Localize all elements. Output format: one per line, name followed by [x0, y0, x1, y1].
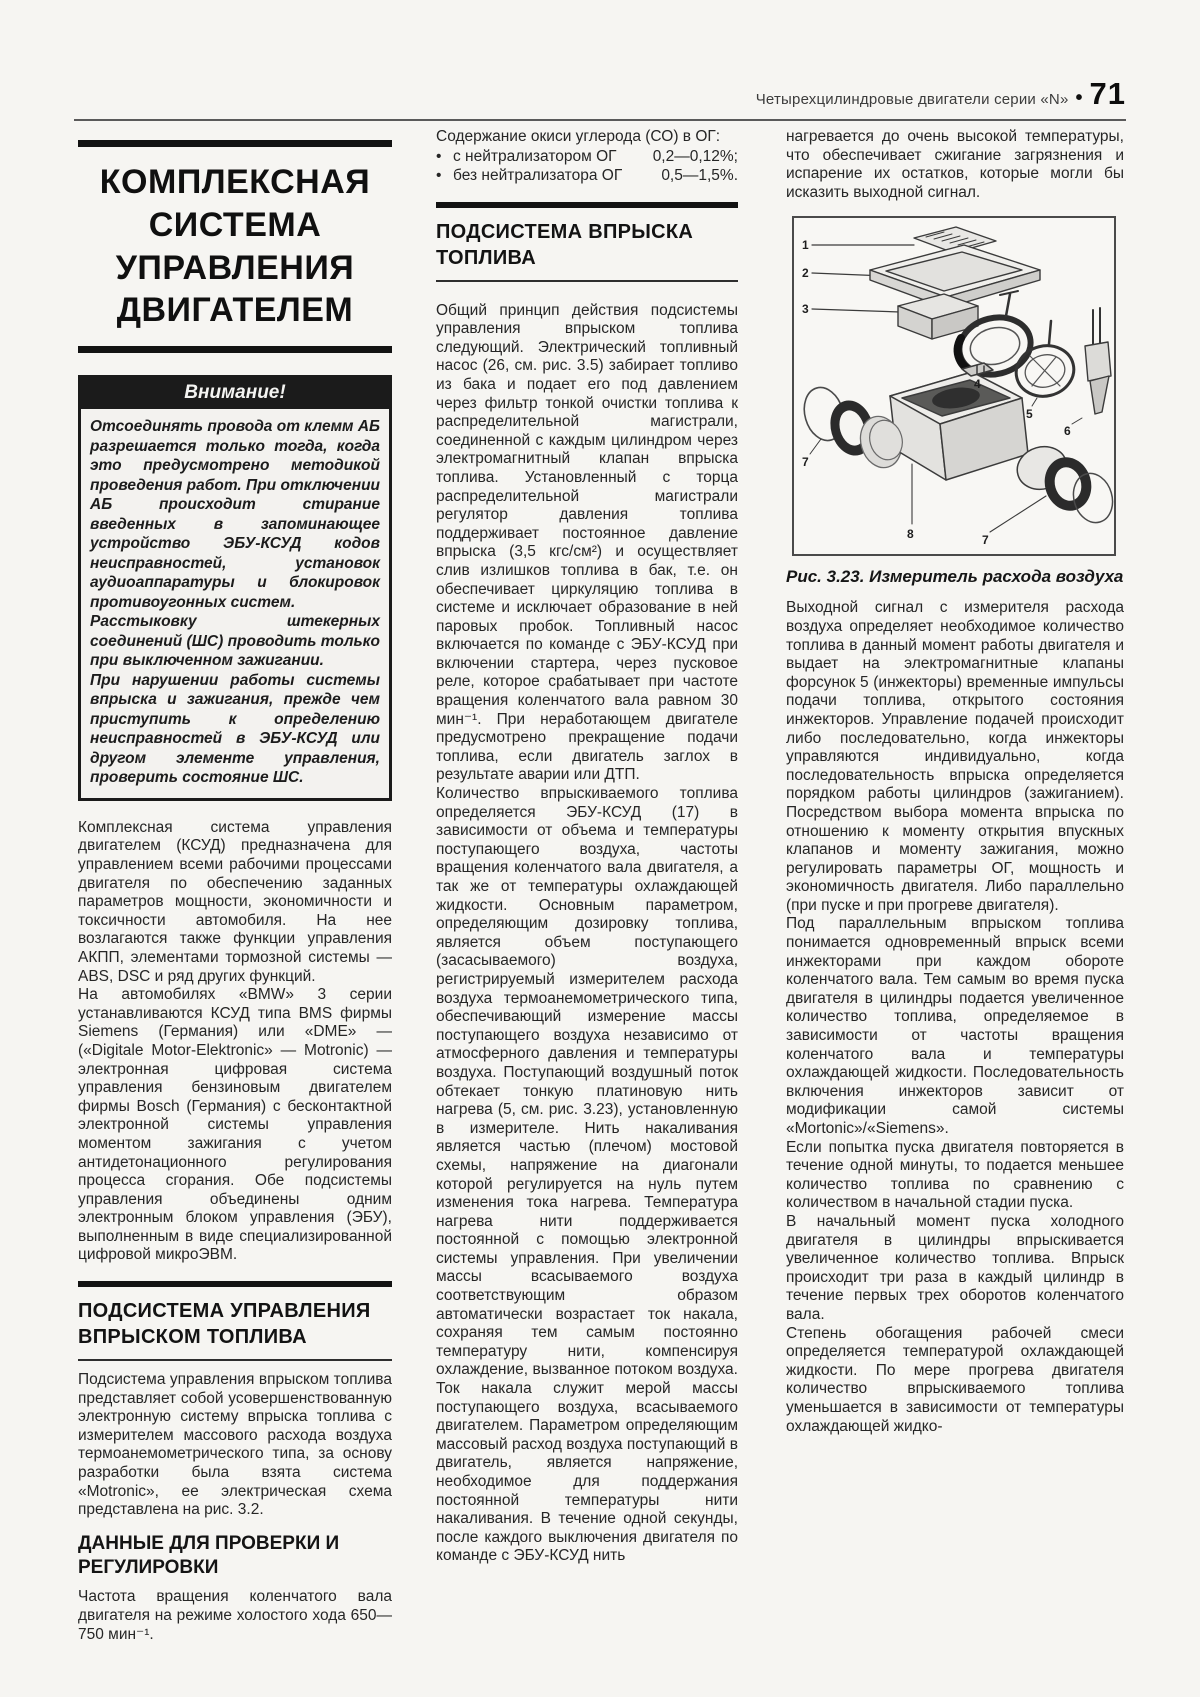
callout-2: 2 [802, 266, 809, 281]
middle-column [436, 128, 738, 1566]
warning-title: Внимание! [81, 378, 389, 409]
body-paragraph: На автомобилях «BMW» 3 серии устанавливаются КСУД типа BMS фирмы Siemens (Германия) или «DME» — («Digitale Motor-Elektronic» — Motronic) — электронная цифровая система управления бензиновым двигателем фирмы Bosch (Германия) с бесконтактной электронной системы управления моментом зажигания с учетом антидетонационного регулирования процесса сгорания. Обе подсистемы управления объединены одним электронным блоком управления (ЭБУ), выполненным в виде специализированной цифровой микроЭВМ. [78, 986, 392, 1264]
spacer [436, 292, 738, 302]
page-number: 71 [1089, 76, 1126, 111]
subsection-heading: ДАННЫЕ ДЛЯ ПРОВЕРКИ И РЕГУЛИРОВКИ [78, 1532, 340, 1579]
figure-caption: Рис. 3.23. Измеритель расхода воздуха [786, 567, 1124, 587]
co-item-label: без нейтрализатора ОГ [453, 167, 623, 185]
right-column [786, 128, 1124, 1436]
callout-7-right: 7 [982, 533, 989, 548]
body-paragraph: нагревается до очень высокой температуры, что обеспечивает сжигание загрязнения и испарение их остатков, которые могли бы исказить выходной сигнал. [786, 128, 1124, 201]
warning-box [78, 375, 392, 801]
callout-4: 4 [974, 377, 981, 392]
page-header [756, 76, 1126, 112]
title-rule-bottom [78, 346, 392, 353]
body-paragraph: Комплексная система управления двигателем (КСУД) предназначена для управлением всеми рабочими процессами двигателя по обеспечению заданных параметров мощности, экономичности и токсичности автомобиля. На нее возлагаются также функции управления АКПП, элементами тормозной системы — ABS, DSC и ряд других функций. [78, 818, 392, 985]
body-paragraph: Частота вращения коленчатого вала двигателя на режиме холостого хода 650—750 мин⁻¹. [78, 1588, 392, 1643]
figure-3-23 [786, 216, 1124, 587]
body-paragraph: Подсистема управления впрыском топлива представляет собой усовершенствованную электронную систему впрыска топлива с измерителем массового расхода воздуха термоанемометрического типа, за основу разработки была взята система «Motronic», ее электрическая схема представлена на рис. 3.2. [78, 1371, 392, 1519]
warning-paragraph: Расстыковку штекерных соединений (ШС) проводить только при выключенном зажигании. [90, 613, 380, 670]
section-rule-top [436, 202, 738, 208]
body-paragraph: Если попытка пуска двигателя повторяется в течение одной минуты, то подается меньшее количество топлива по сравнению с количеством в начальной стадии пуска. [786, 1138, 1124, 1212]
sensor-element-6 [1072, 308, 1111, 424]
co-content-list [436, 128, 738, 186]
header-rule [74, 119, 1126, 121]
section-heading-block [78, 1281, 392, 1361]
body-paragraph: Выходной сигнал с измерителя расхода воздуха определяет необходимое количество топлива в данный момент работы двигателя и выдает на электромагнитные клапаны форсунок 5 (инжекторы) временные импульсы подачи топлива, открытого состояния инжекторов. Управление подачей происходит либо последовательно, когда инжекторы управляются индивидуально, когда последовательность впрыска определяется порядком работы цилиндров (зажиганием). Посредством выбора момента впрыска по отношению к моменту открытия впускных клапанов и моменту зажигания, можно регулировать параметры ОГ, мощность и экономичность двигателя. Либо параллельно (при пуске и при прогреве двигателя). [786, 599, 1124, 914]
header-bullet: • [1075, 87, 1083, 109]
warning-paragraph: При нарушении работы системы впрыска и зажигания, прежде чем приступить к определению неисправностей в ЭБУ-КСУД или другом элементе управления, проверить состояние ШС. [90, 671, 380, 787]
co-item-label: с нейтрализатором ОГ [453, 147, 617, 165]
body-paragraph: Степень обогащения рабочей смеси определяется температурой охлаждающей жидкости. По мере прогрева двигателя количество впрыскиваемого топлива уменьшается в зависимости от температуры охлаждающей жидко- [786, 1324, 1124, 1435]
list-item [436, 147, 738, 167]
body-paragraph: Количество впрыскиваемого топлива определяется ЭБУ-КСУД (17) в зависимости от объема и температуры поступающего воздуха, частоты вращения коленчатого вала двигателя, а так же от температуры охлаждающей жидкости. Основным параметром, определяющим дозировку топлива, является объем поступающего (засасываемого) воздуха, регистрируемый измерителем расхода воздуха термоанемометрического типа, обеспечивающий измерение массы поступающего воздуха независимо от атмосферного давления и температуры воздуха. Поступающий воздушный поток обтекает тонкую платиновую нить нагрева (5, см. рис. 3.23), установленную в измерителе. Нить накаливания является частью (плечом) мостовой схемы, напряжение на диагонали которой регулируется на нуль путем изменения тока нагрева. Температура нагрева нити поддерживается постоянной с помощью электронной системы управления. При увеличении массы всасываемого воздуха соответствующим образом автоматически возрастает ток накала, сохраняя тем самым постоянно температуру нити, компенсируя охлаждение, вызванное потоком воздуха. Ток накала служит мерой массы поступающего воздуха, всасываемого двигателем. Параметром определяющим массовый расход воздуха поступающий в двигатель, является напряжение, необходимое для поддержания постоянной температуры нити накаливания. В течение одной секунды, после каждого выключения двигателя по команде с ЭБУ-КСУД нить [436, 785, 738, 1565]
body-paragraph: Общий принцип действия подсистемы управления впрыском топлива следующий. Электрический топливный насос (26, см. рис. 3.5) забирает топливо из бака и подает его под давлением через фильтр тонкой очистки топлива к распределительной магистрали, соединенной с каждым цилиндром через электромагнитный клапан впрыска топлива. Установленный с торца распределительной магистрали регулятор давления топлива поддерживает постоянное давление впрыска (3,5 кгс/см²) и осуществляет слив излишков топлива в бак, т.е. он обеспечивает циркуляцию топлива в системе и исключает образование в ней паровых пробок. Топливный насос включается по команде с ЭБУ-КСУД при включении стартера, через пусковое реле, которое срабатывает при частоте вращения коленчатого вала равном 30 мин⁻¹. При неработающем двигателе предусмотрено прекращение подачи топлива, если двигатель заглох в результате аварии или ДТП. [436, 301, 738, 784]
main-housing [865, 363, 1114, 527]
section-heading: ПОДСИСТЕМА УПРАВЛЕНИЯ ВПРЫСКОМ ТОПЛИВА [78, 1300, 371, 1349]
section-rule-top [78, 1281, 392, 1287]
callout-5: 5 [1026, 407, 1033, 422]
list-item [436, 166, 738, 186]
section-heading-block [436, 202, 738, 282]
callout-7-left: 7 [802, 455, 809, 470]
body-paragraph: Под параллельным впрыском топлива понимается одновременный впрыск всеми инжекторами при каждом обороте коленчатого вала. Тем самым во время пуска двигателя в цилиндры подается увеличенное количество топлива, определяемое в зависимости от частоты вращения коленчатого вала и температуры охлаждающей жидкости. Последовательность включения инжекторов зависит от модификации самой системы «Mortonic»/«Siemens». [786, 915, 1124, 1137]
left-column [78, 140, 392, 1644]
callout-3: 3 [802, 302, 809, 317]
callout-1: 1 [802, 238, 809, 253]
callout-8: 8 [907, 527, 914, 542]
co-item-value: 0,2—0,12%; [652, 147, 738, 165]
co-intro: Содержание окиси углерода (СО) в ОГ: [436, 128, 721, 145]
co-item-value: 0,5—1,5%. [661, 167, 738, 185]
running-title: Четырехцилиндровые двигатели серии «N» [755, 91, 1069, 108]
bullet-icon: • [436, 167, 442, 185]
warning-paragraph: Отсоединять провода от клемм АБ разрешается только тогда, когда это предусмотрено методикой проведения работ. При отключении АБ происходит стирание введенных в запоминающее устройство ЭБУ-КСУД кодов неисправностей, установок аудиоаппаратуры и блокировок противоугонных систем. [90, 418, 380, 611]
section-heading: ПОДСИСТЕМА ВПРЫСКА ТОПЛИВА [436, 220, 694, 269]
callout-6: 6 [1064, 424, 1071, 439]
body-paragraph: В начальный момент пуска холодного двигателя в цилиндры впрыскивается увеличенное количество топлива. Впрыск происходит три раза в каждый цилиндр в течение первых трех оборотов коленчатого вала. [786, 1212, 1124, 1323]
section-rule-bottom [78, 1359, 392, 1361]
bullet-icon: • [436, 147, 442, 165]
section-rule-bottom [436, 280, 738, 282]
airflow-meter-exploded-diagram [794, 218, 1114, 554]
figure-frame [792, 216, 1116, 556]
chapter-title: КОМПЛЕКСНАЯ СИСТЕМА УПРАВЛЕНИЯ ДВИГАТЕЛЕМ [99, 163, 371, 330]
title-rule-top [78, 140, 392, 147]
spacer [78, 801, 392, 819]
